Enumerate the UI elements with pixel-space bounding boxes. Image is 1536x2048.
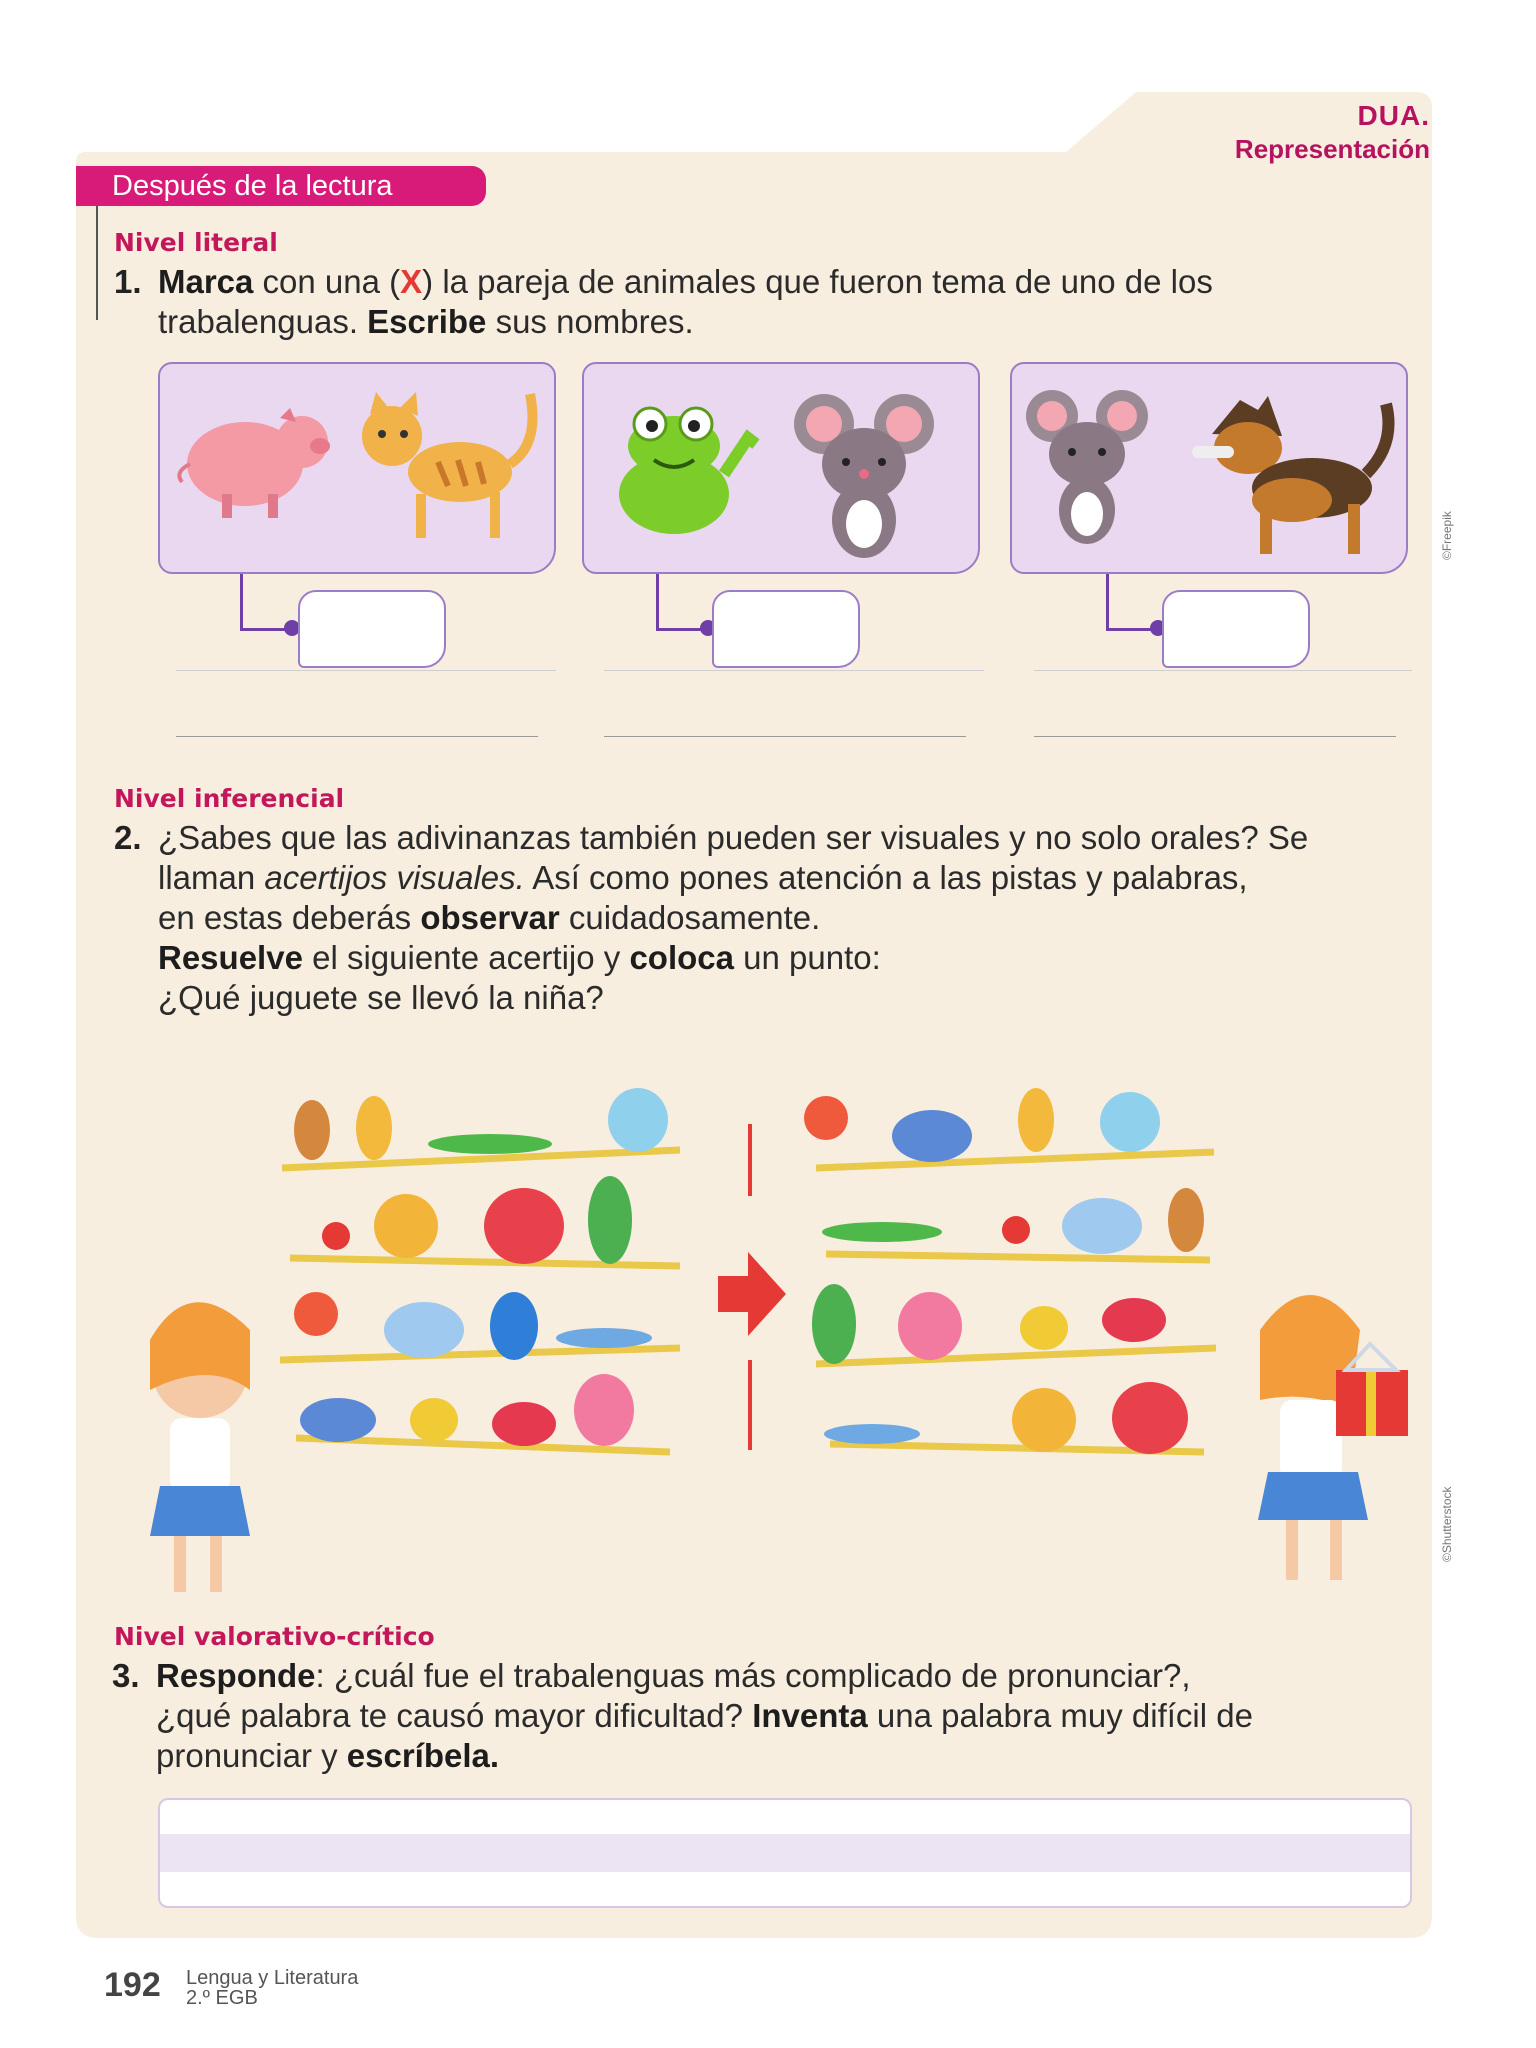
- section-tag: Después de la lectura: [76, 166, 486, 206]
- dog-icon: [1192, 396, 1389, 554]
- answer-stripe: [160, 1834, 1410, 1872]
- question-text: : ¿cuál fue el trabalenguas más complicado de pronunciar?,: [315, 1657, 1191, 1694]
- level-literal: Nivel literal: [114, 228, 278, 257]
- question-2: [114, 818, 1418, 1018]
- question-text: ¿qué palabra te causó mayor dificultad?: [156, 1697, 753, 1734]
- question-text: una palabra muy difícil de: [867, 1697, 1253, 1734]
- cat-icon: [362, 392, 533, 538]
- arrow-icon: [718, 1124, 786, 1450]
- frog-icon: [619, 408, 756, 534]
- question-text: cuidadosamente.: [559, 899, 821, 936]
- shelves-after: [804, 1088, 1216, 1454]
- mouse-icon: [794, 394, 934, 558]
- instruction-verb: Responde: [156, 1657, 316, 1694]
- question-text: trabalenguas.: [158, 303, 368, 340]
- subject-name: Lengua y Literatura: [186, 1967, 359, 1989]
- writing-line: [176, 670, 556, 671]
- dua-label: [1235, 100, 1430, 165]
- question-text: llaman: [158, 859, 265, 896]
- question-number: 3.: [112, 1657, 140, 1694]
- question-text: acertijos visuales.: [264, 859, 525, 896]
- grade-label: 2.º EGB: [186, 1987, 258, 2009]
- answer-box[interactable]: [1162, 590, 1310, 668]
- writing-line[interactable]: [176, 736, 538, 737]
- instruction-verb: Marca: [158, 263, 254, 300]
- dua-subtitle: Representación: [1234, 134, 1430, 164]
- answer-box[interactable]: [298, 590, 446, 668]
- page-number: 192: [104, 1966, 161, 2004]
- question-text: pronunciar y: [156, 1737, 347, 1774]
- question-text: sus nombres.: [486, 303, 694, 340]
- animal-pair-card[interactable]: [1010, 362, 1408, 574]
- divider: [96, 206, 98, 320]
- level-critical: Nivel valorativo-crítico: [114, 1622, 435, 1651]
- question-text: ) la pareja de animales que fueron tema de uno de los: [422, 263, 1213, 300]
- animal-pair-card[interactable]: [582, 362, 980, 574]
- footer-subject: [186, 1968, 358, 2008]
- girl-thinking-illustration: [150, 1302, 250, 1592]
- x-mark: X: [400, 263, 423, 300]
- instruction-verb: Inventa: [752, 1697, 868, 1734]
- answer-box[interactable]: [712, 590, 860, 668]
- instruction-verb: Escribe: [367, 303, 487, 340]
- dua-title: DUA.: [1357, 100, 1430, 131]
- question-text: un punto:: [734, 939, 881, 976]
- mouse-icon: [1026, 390, 1148, 544]
- instruction-verb: observar: [420, 899, 560, 936]
- question-1: [114, 262, 1418, 342]
- question-text: Así como pones atención a las pistas y palabras,: [524, 859, 1248, 896]
- pig-icon: [179, 408, 330, 518]
- level-inferential: Nivel inferencial: [114, 784, 345, 813]
- shelves-before: [280, 1088, 680, 1452]
- question-text: el siguiente acertijo y: [302, 939, 630, 976]
- writing-line[interactable]: [604, 736, 966, 737]
- photo-credit: ©Shutterstock: [1440, 1486, 1454, 1562]
- girl-with-gift-illustration: [1258, 1295, 1408, 1580]
- instruction-verb: Resuelve: [158, 939, 303, 976]
- animal-pair-card[interactable]: [158, 362, 556, 574]
- answer-area[interactable]: [158, 1798, 1412, 1908]
- question-text: en estas deberás: [158, 899, 421, 936]
- question-text: ¿Sabes que las adivinanzas también pueden ser visuales y no solo orales? Se: [158, 819, 1309, 856]
- question-number: 1.: [114, 263, 142, 300]
- writing-line: [604, 670, 984, 671]
- writing-line[interactable]: [1034, 736, 1396, 737]
- visual-puzzle: [140, 1040, 1430, 1600]
- writing-line: [1034, 670, 1412, 671]
- question-text: ¿Qué juguete se llevó la niña?: [158, 979, 604, 1016]
- instruction-verb: coloca: [629, 939, 734, 976]
- question-3: [112, 1656, 1416, 1776]
- photo-credit: ©Freepik: [1440, 511, 1454, 560]
- instruction-verb: escríbela.: [346, 1737, 500, 1774]
- question-number: 2.: [114, 819, 142, 856]
- question-text: con una (: [253, 263, 401, 300]
